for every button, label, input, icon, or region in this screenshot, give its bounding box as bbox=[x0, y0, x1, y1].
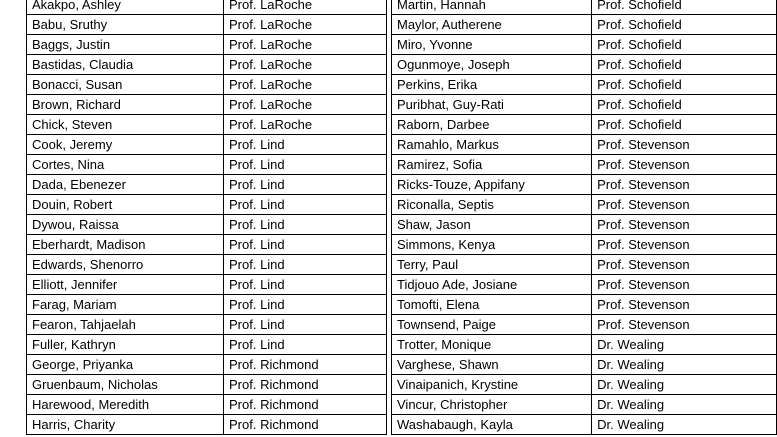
student-name-cell: Gruenbaum, Nicholas bbox=[27, 375, 224, 395]
professor-cell: Prof. LaRoche bbox=[224, 115, 387, 135]
table-body bbox=[27, 0, 387, 435]
student-name-cell: Akakpo, Ashley bbox=[27, 0, 224, 15]
table-body bbox=[392, 0, 777, 435]
table-row bbox=[392, 215, 777, 235]
student-name-cell: Raborn, Darbee bbox=[392, 115, 592, 135]
table-row bbox=[392, 355, 777, 375]
table-row bbox=[27, 255, 387, 275]
professor-cell: Prof. Schofield bbox=[592, 115, 777, 135]
table-row bbox=[392, 395, 777, 415]
table-row bbox=[27, 235, 387, 255]
professor-cell: Prof. Lind bbox=[224, 275, 387, 295]
professor-cell: Prof. Lind bbox=[224, 235, 387, 255]
table-row bbox=[27, 215, 387, 235]
professor-cell: Prof. Lind bbox=[224, 335, 387, 355]
student-name-cell: Perkins, Erika bbox=[392, 75, 592, 95]
student-name-cell: Vincur, Christopher bbox=[392, 395, 592, 415]
table-row bbox=[392, 135, 777, 155]
professor-cell: Prof. Stevenson bbox=[592, 195, 777, 215]
student-name-cell: Puribhat, Guy-Rati bbox=[392, 95, 592, 115]
professor-cell: Prof. Schofield bbox=[592, 55, 777, 75]
student-name-cell: Ramahlo, Markus bbox=[392, 135, 592, 155]
professor-cell: Prof. Stevenson bbox=[592, 175, 777, 195]
student-name-cell: Miro, Yvonne bbox=[392, 35, 592, 55]
table-row bbox=[392, 275, 777, 295]
professor-cell: Dr. Wealing bbox=[592, 395, 777, 415]
student-name-cell: Farag, Mariam bbox=[27, 295, 224, 315]
table-row bbox=[27, 135, 387, 155]
student-name-cell: Washabaugh, Kayla bbox=[392, 415, 592, 435]
table-row bbox=[27, 0, 387, 15]
student-name-cell: Bastidas, Claudia bbox=[27, 55, 224, 75]
table-row bbox=[27, 415, 387, 435]
professor-cell: Prof. Stevenson bbox=[592, 315, 777, 335]
student-name-cell: Ricks-Touze, Appifany bbox=[392, 175, 592, 195]
student-name-cell: Ogunmoye, Joseph bbox=[392, 55, 592, 75]
professor-cell: Prof. Schofield bbox=[592, 95, 777, 115]
table-row bbox=[27, 375, 387, 395]
table-row bbox=[27, 155, 387, 175]
table-row bbox=[392, 0, 777, 15]
professor-cell: Dr. Wealing bbox=[592, 375, 777, 395]
student-name-cell: Cook, Jeremy bbox=[27, 135, 224, 155]
student-name-cell: Shaw, Jason bbox=[392, 215, 592, 235]
student-name-cell: Bonacci, Susan bbox=[27, 75, 224, 95]
table-row bbox=[392, 75, 777, 95]
student-name-cell: Simmons, Kenya bbox=[392, 235, 592, 255]
professor-cell: Prof. Lind bbox=[224, 295, 387, 315]
table-row bbox=[27, 275, 387, 295]
professor-cell: Dr. Wealing bbox=[592, 355, 777, 375]
professor-cell: Dr. Wealing bbox=[592, 335, 777, 355]
table-row bbox=[27, 35, 387, 55]
student-name-cell: Brown, Richard bbox=[27, 95, 224, 115]
professor-cell: Prof. LaRoche bbox=[224, 75, 387, 95]
table-row bbox=[392, 195, 777, 215]
professor-cell: Prof. Schofield bbox=[592, 75, 777, 95]
student-name-cell: Varghese, Shawn bbox=[392, 355, 592, 375]
table-row bbox=[392, 255, 777, 275]
professor-cell: Prof. Lind bbox=[224, 195, 387, 215]
professor-cell: Prof. Richmond bbox=[224, 395, 387, 415]
student-name-cell: Chick, Steven bbox=[27, 115, 224, 135]
professor-cell: Prof. Stevenson bbox=[592, 255, 777, 275]
professor-cell: Prof. Lind bbox=[224, 255, 387, 275]
professor-cell: Prof. Stevenson bbox=[592, 215, 777, 235]
student-name-cell: Vinaipanich, Krystine bbox=[392, 375, 592, 395]
professor-cell: Prof. Lind bbox=[224, 175, 387, 195]
table-row bbox=[27, 335, 387, 355]
professor-cell: Prof. Lind bbox=[224, 215, 387, 235]
student-name-cell: Tidjouo Ade, Josiane bbox=[392, 275, 592, 295]
student-name-cell: Martin, Hannah bbox=[392, 0, 592, 15]
table-row bbox=[27, 75, 387, 95]
professor-cell: Prof. Schofield bbox=[592, 15, 777, 35]
student-name-cell: Fearon, Tahjaelah bbox=[27, 315, 224, 335]
professor-cell: Prof. Richmond bbox=[224, 355, 387, 375]
professor-cell: Prof. Stevenson bbox=[592, 235, 777, 255]
professor-cell: Prof. LaRoche bbox=[224, 0, 387, 15]
professor-cell: Prof. Stevenson bbox=[592, 275, 777, 295]
table-row bbox=[27, 195, 387, 215]
student-professor-table-left bbox=[26, 0, 387, 435]
professor-cell: Dr. Wealing bbox=[592, 415, 777, 435]
table-row bbox=[392, 115, 777, 135]
professor-cell: Prof. Schofield bbox=[592, 35, 777, 55]
student-name-cell: Harewood, Meredith bbox=[27, 395, 224, 415]
student-name-cell: Maylor, Autherene bbox=[392, 15, 592, 35]
table-row bbox=[27, 355, 387, 375]
table-row bbox=[27, 175, 387, 195]
professor-cell: Prof. Stevenson bbox=[592, 155, 777, 175]
table-row bbox=[27, 115, 387, 135]
table-row bbox=[27, 315, 387, 335]
student-name-cell: Tomofti, Elena bbox=[392, 295, 592, 315]
student-name-cell: Dywou, Raissa bbox=[27, 215, 224, 235]
professor-cell: Prof. Lind bbox=[224, 315, 387, 335]
professor-cell: Prof. Stevenson bbox=[592, 135, 777, 155]
student-name-cell: Douin, Robert bbox=[27, 195, 224, 215]
student-name-cell: Riconalla, Septis bbox=[392, 195, 592, 215]
table-row bbox=[392, 415, 777, 435]
table-row bbox=[27, 95, 387, 115]
professor-cell: Prof. Richmond bbox=[224, 415, 387, 435]
student-name-cell: Townsend, Paige bbox=[392, 315, 592, 335]
table-row bbox=[392, 15, 777, 35]
student-name-cell: Eberhardt, Madison bbox=[27, 235, 224, 255]
table-row bbox=[27, 395, 387, 415]
student-name-cell: Cortes, Nina bbox=[27, 155, 224, 175]
student-name-cell: Babu, Sruthy bbox=[27, 15, 224, 35]
table-row bbox=[392, 315, 777, 335]
professor-cell: Prof. Lind bbox=[224, 155, 387, 175]
professor-cell: Prof. Lind bbox=[224, 135, 387, 155]
student-name-cell: George, Priyanka bbox=[27, 355, 224, 375]
student-name-cell: Fuller, Kathryn bbox=[27, 335, 224, 355]
professor-cell: Prof. LaRoche bbox=[224, 95, 387, 115]
student-name-cell: Dada, Ebenezer bbox=[27, 175, 224, 195]
table-row bbox=[392, 55, 777, 75]
professor-cell: Prof. Schofield bbox=[592, 0, 777, 15]
table-row bbox=[392, 155, 777, 175]
student-professor-table-right bbox=[391, 0, 777, 435]
student-name-cell: Ramirez, Sofia bbox=[392, 155, 592, 175]
table-row bbox=[27, 295, 387, 315]
student-name-cell: Elliott, Jennifer bbox=[27, 275, 224, 295]
student-name-cell: Terry, Paul bbox=[392, 255, 592, 275]
professor-cell: Prof. LaRoche bbox=[224, 35, 387, 55]
student-name-cell: Harris, Charity bbox=[27, 415, 224, 435]
table-row bbox=[392, 35, 777, 55]
table-row bbox=[27, 55, 387, 75]
table-row bbox=[392, 335, 777, 355]
student-name-cell: Baggs, Justin bbox=[27, 35, 224, 55]
professor-cell: Prof. LaRoche bbox=[224, 15, 387, 35]
table-row bbox=[392, 175, 777, 195]
table-row bbox=[392, 375, 777, 395]
professor-cell: Prof. Stevenson bbox=[592, 295, 777, 315]
table-row bbox=[392, 295, 777, 315]
professor-cell: Prof. LaRoche bbox=[224, 55, 387, 75]
student-name-cell: Trotter, Monique bbox=[392, 335, 592, 355]
student-name-cell: Edwards, Shenorro bbox=[27, 255, 224, 275]
table-row bbox=[392, 235, 777, 255]
professor-cell: Prof. Richmond bbox=[224, 375, 387, 395]
table-row bbox=[27, 15, 387, 35]
table-row bbox=[392, 95, 777, 115]
